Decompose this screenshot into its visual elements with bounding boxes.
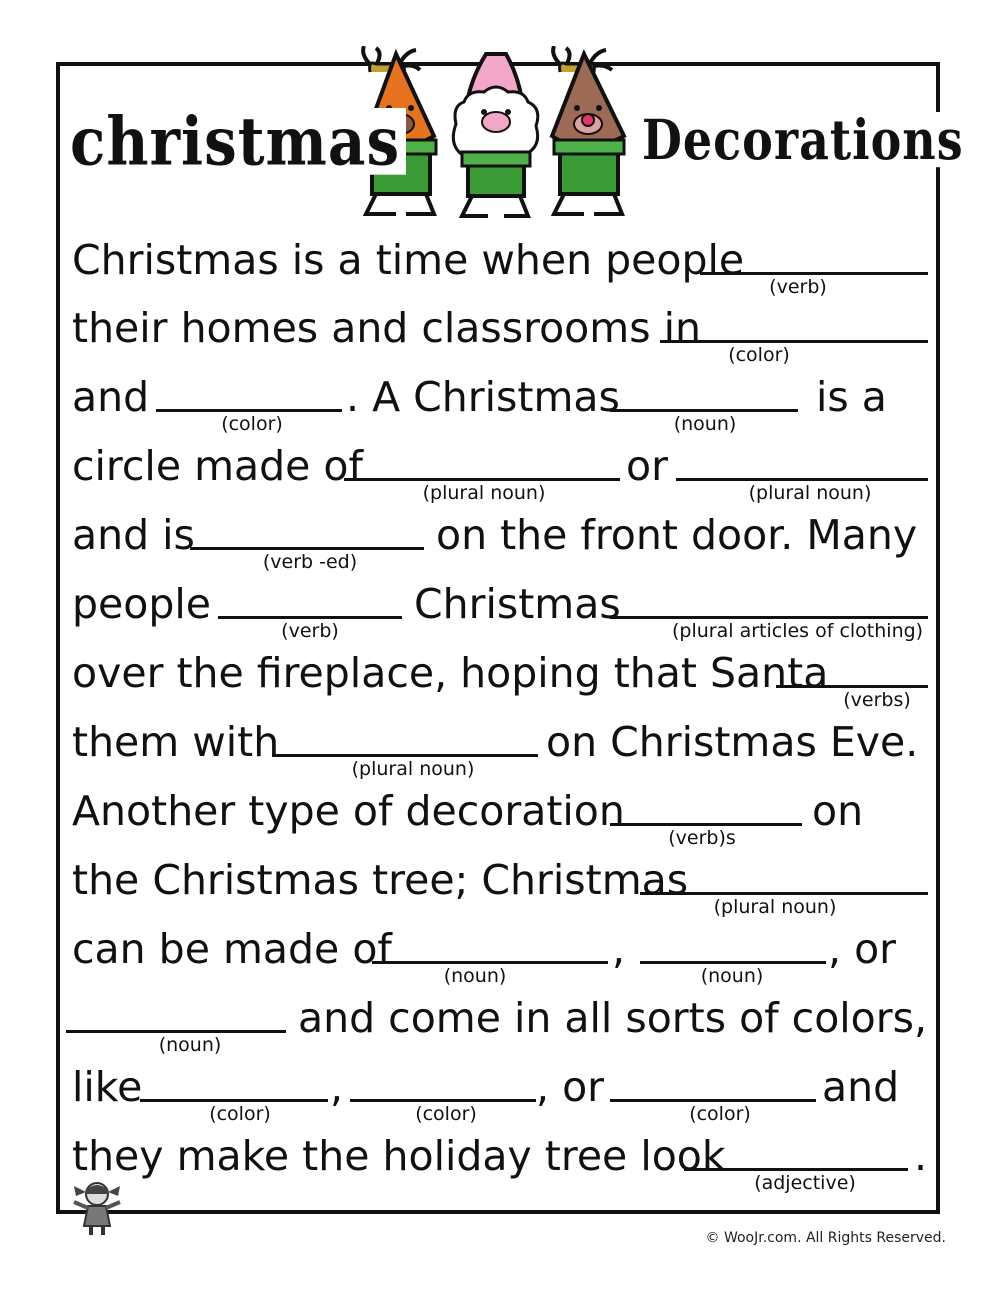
fill-in-blank[interactable] — [640, 892, 928, 895]
story-text: on Christmas Eve. — [546, 718, 919, 766]
story-line — [0, 990, 1000, 1056]
blank-hint: (color) — [415, 1103, 477, 1125]
fill-in-blank[interactable] — [156, 409, 342, 412]
story-text: or — [626, 442, 668, 490]
story-text: and — [822, 1063, 900, 1111]
blank-hint: (noun) — [700, 965, 764, 987]
story-text: on the front door. Many — [436, 511, 918, 559]
blank-hint: (plural noun) — [713, 896, 837, 918]
blank-hint: (plural articles of clothing) — [672, 620, 924, 642]
story-text: , — [612, 925, 626, 973]
fill-in-blank[interactable] — [610, 823, 802, 826]
story-text: them with — [72, 718, 280, 766]
story-line — [0, 438, 1000, 504]
story-text: and is — [72, 511, 195, 559]
fill-in-blank[interactable] — [640, 961, 826, 964]
fill-in-blank[interactable] — [676, 478, 928, 481]
story-line — [0, 921, 1000, 987]
title-left: christmas — [64, 108, 406, 175]
story-text: and come in all sorts of colors, — [298, 994, 928, 1042]
story-text: Christmas — [414, 580, 621, 628]
story-text: circle made of — [72, 442, 363, 490]
blank-hint: (noun) — [673, 413, 737, 435]
blank-hint: (noun) — [443, 965, 507, 987]
story-text: and — [72, 373, 150, 421]
fill-in-blank[interactable] — [610, 409, 798, 412]
blank-hint: (adjective) — [754, 1172, 856, 1194]
blank-hint: (plural noun) — [351, 758, 475, 780]
story-text: Another type of decoration — [72, 787, 625, 835]
story-text: they make the holiday tree look — [72, 1132, 726, 1180]
fill-in-blank[interactable] — [140, 1099, 328, 1102]
story-text: like — [72, 1063, 143, 1111]
girl-mascot-icon — [66, 1180, 128, 1236]
fill-in-blank[interactable] — [218, 616, 402, 619]
fill-in-blank[interactable] — [610, 1099, 816, 1102]
story-text: , or — [536, 1063, 605, 1111]
fill-in-blank[interactable] — [700, 272, 928, 275]
story-text: , — [330, 1063, 344, 1111]
story-line — [0, 783, 1000, 849]
fill-in-blank[interactable] — [66, 1030, 286, 1033]
story-line — [0, 852, 1000, 918]
fill-in-blank[interactable] — [372, 961, 608, 964]
story-text: , or — [828, 925, 897, 973]
story-line — [0, 1128, 1000, 1194]
copyright-notice: © WooJr.com. All Rights Reserved. — [705, 1230, 946, 1246]
fill-in-blank[interactable] — [776, 685, 928, 688]
story-text: the Christmas tree; Christmas — [72, 856, 689, 904]
story-line — [0, 369, 1000, 435]
fill-in-blank[interactable] — [684, 1168, 908, 1171]
blank-hint: (verb -ed) — [262, 551, 358, 573]
brown-reindeer-icon — [552, 46, 624, 214]
story-text: can be made of — [72, 925, 392, 973]
story-text: . — [914, 1132, 928, 1180]
fill-in-blank[interactable] — [350, 1099, 536, 1102]
blank-hint: (verb)s — [668, 827, 736, 849]
blank-hint: (verb) — [281, 620, 339, 642]
blank-hint: (color) — [221, 413, 283, 435]
blank-hint: (verb) — [769, 276, 827, 298]
fill-in-blank[interactable] — [344, 478, 620, 481]
title-right: Decorations — [636, 112, 970, 167]
story-line — [0, 300, 1000, 366]
story-line — [0, 714, 1000, 780]
story-line — [0, 232, 1000, 298]
story-line — [0, 576, 1000, 642]
story-text: their homes and classrooms in — [72, 304, 701, 352]
blank-hint: (noun) — [158, 1034, 222, 1056]
story-line — [0, 507, 1000, 573]
blank-hint: (color) — [689, 1103, 751, 1125]
story-text: Christmas is a time when people — [72, 236, 745, 284]
fill-in-blank[interactable] — [190, 547, 424, 550]
blank-hint: (plural noun) — [422, 482, 546, 504]
blank-hint: (color) — [728, 344, 790, 366]
story-text: over the fireplace, hoping that Santa — [72, 649, 829, 697]
fill-in-blank[interactable] — [660, 340, 928, 343]
santa-icon — [453, 54, 537, 216]
story-text: on — [812, 787, 864, 835]
blank-hint: (color) — [209, 1103, 271, 1125]
fill-in-blank[interactable] — [272, 754, 538, 757]
story-line — [0, 645, 1000, 711]
blank-hint: (verbs) — [843, 689, 911, 711]
story-text: . A Christmas — [346, 373, 620, 421]
fill-in-blank[interactable] — [610, 616, 928, 619]
story-text: is a — [816, 373, 887, 421]
blank-hint: (plural noun) — [748, 482, 872, 504]
story-line — [0, 1059, 1000, 1125]
story-text: people — [72, 580, 211, 628]
